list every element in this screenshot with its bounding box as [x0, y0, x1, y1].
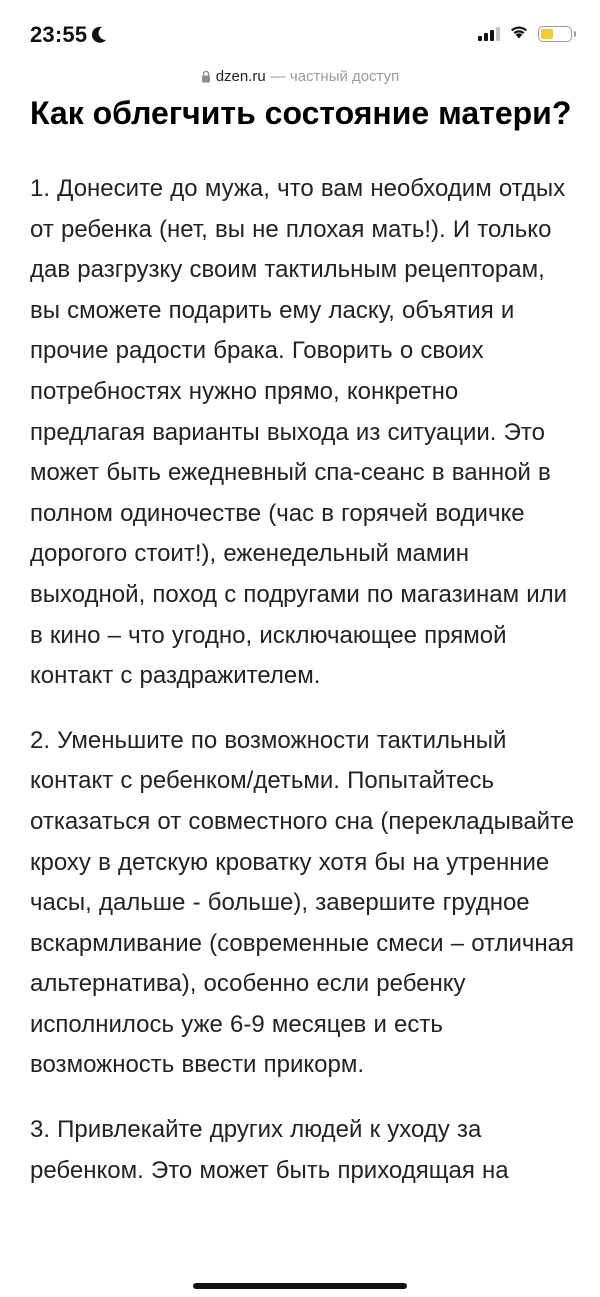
article-content	[30, 90, 575, 1191]
status-time	[30, 22, 107, 48]
status-bar	[0, 0, 600, 62]
article-title: Как облегчить состояние матери?	[30, 95, 572, 131]
private-mode-label: — частный доступ	[270, 67, 400, 85]
article-paragraph: 3. Привлекайте других людей к уходу за ребенком. Это может быть приходящая на	[30, 1116, 509, 1184]
battery-level	[541, 29, 553, 39]
signal-icon	[478, 27, 500, 41]
article-paragraph: 1. Донесите до мужа, что вам необходим отдых от ребенка (нет, вы не плохая мать!). И только дав разгрузку своим тактильным рецепторам, вы сможете подарить ему ласку, объятия и прочие радости брака. Говорить о своих потребностях нужно прямо, конкретно предлагая варианты выхода из ситуации. Это может быть ежедневный спа-сеанс в ванной в полном одиночестве (час в горячей водичке дорогого стоит!), еженедельный мамин выходной, поход с подругами по магазинам или в кино – что угодно, исключающее прямой контакт с раздражителем.	[30, 175, 568, 690]
battery-icon	[538, 26, 572, 42]
home-indicator[interactable]	[193, 1283, 407, 1289]
clock: 23:55	[30, 22, 88, 47]
url-bar[interactable]	[0, 62, 600, 90]
article-paragraph: 2. Уменьшите по возможности тактильный контакт с ребенком/детьми. Попытайтесь отказаться от совместного сна (перекладывайте кроху в детскую кроватку хотя бы на утренние часы, дальше - больше), завершите грудное вскармливание (современные смеси – отличная альтернатива), особенно если ребенку исполнилось уже 6-9 месяцев и есть возможность ввести прикорм.	[30, 726, 575, 1079]
wifi-icon	[509, 24, 529, 44]
status-icons	[478, 24, 572, 44]
lock-icon	[201, 70, 211, 83]
moon-icon	[91, 26, 107, 44]
url-domain: dzen.ru	[215, 67, 266, 85]
